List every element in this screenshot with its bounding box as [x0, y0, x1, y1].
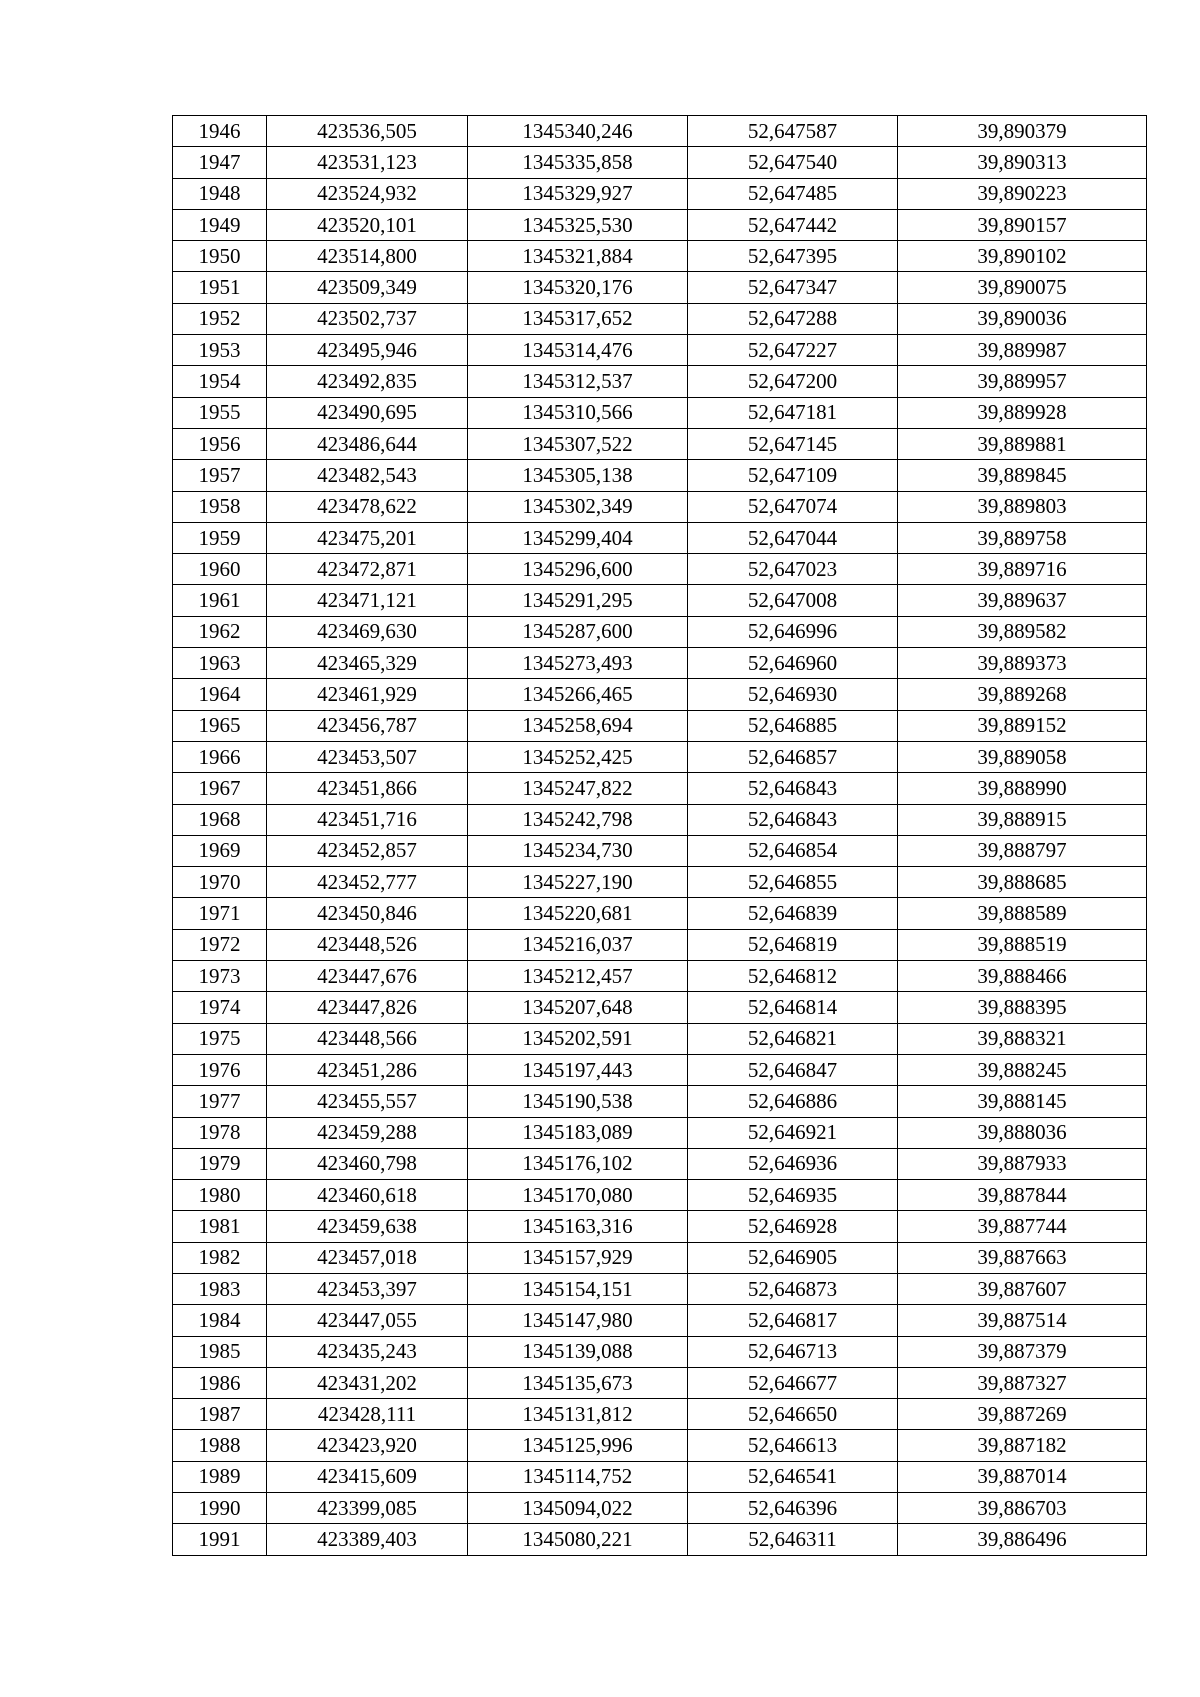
- latitude-cell: 52,646885: [688, 710, 898, 741]
- point-number-cell: 1971: [173, 898, 267, 929]
- longitude-cell: 39,887744: [898, 1211, 1147, 1242]
- latitude-cell: 52,647227: [688, 335, 898, 366]
- y-coordinate-cell: 1345312,537: [468, 366, 688, 397]
- x-coordinate-cell: 423490,695: [267, 397, 468, 428]
- latitude-cell: 52,646873: [688, 1273, 898, 1304]
- x-coordinate-cell: 423399,085: [267, 1493, 468, 1524]
- point-number-cell: 1985: [173, 1336, 267, 1367]
- y-coordinate-cell: 1345321,884: [468, 241, 688, 272]
- latitude-cell: 52,646613: [688, 1430, 898, 1461]
- y-coordinate-cell: 1345314,476: [468, 335, 688, 366]
- point-number-cell: 1968: [173, 804, 267, 835]
- x-coordinate-cell: 423452,777: [267, 867, 468, 898]
- latitude-cell: 52,647540: [688, 147, 898, 178]
- longitude-cell: 39,887014: [898, 1461, 1147, 1492]
- table-row: [173, 522, 1147, 553]
- longitude-cell: 39,887844: [898, 1180, 1147, 1211]
- x-coordinate-cell: 423431,202: [267, 1367, 468, 1398]
- table-row: [173, 773, 1147, 804]
- x-coordinate-cell: 423478,622: [267, 491, 468, 522]
- latitude-cell: 52,646857: [688, 741, 898, 772]
- table-row: [173, 272, 1147, 303]
- point-number-cell: 1991: [173, 1524, 267, 1555]
- y-coordinate-cell: 1345170,080: [468, 1180, 688, 1211]
- point-number-cell: 1972: [173, 929, 267, 960]
- x-coordinate-cell: 423448,566: [267, 1023, 468, 1054]
- latitude-cell: 52,647442: [688, 209, 898, 240]
- y-coordinate-cell: 1345266,465: [468, 679, 688, 710]
- longitude-cell: 39,887933: [898, 1148, 1147, 1179]
- x-coordinate-cell: 423460,798: [267, 1148, 468, 1179]
- latitude-cell: 52,646928: [688, 1211, 898, 1242]
- x-coordinate-cell: 423531,123: [267, 147, 468, 178]
- longitude-cell: 39,889881: [898, 428, 1147, 459]
- y-coordinate-cell: 1345340,246: [468, 116, 688, 147]
- x-coordinate-cell: 423452,857: [267, 835, 468, 866]
- x-coordinate-cell: 423469,630: [267, 616, 468, 647]
- y-coordinate-cell: 1345291,295: [468, 585, 688, 616]
- longitude-cell: 39,887182: [898, 1430, 1147, 1461]
- table-row: [173, 961, 1147, 992]
- x-coordinate-cell: 423465,329: [267, 648, 468, 679]
- x-coordinate-cell: 423461,929: [267, 679, 468, 710]
- point-number-cell: 1958: [173, 491, 267, 522]
- latitude-cell: 52,646936: [688, 1148, 898, 1179]
- latitude-cell: 52,646817: [688, 1305, 898, 1336]
- longitude-cell: 39,887269: [898, 1399, 1147, 1430]
- longitude-cell: 39,886496: [898, 1524, 1147, 1555]
- table-row: [173, 460, 1147, 491]
- latitude-cell: 52,646847: [688, 1054, 898, 1085]
- longitude-cell: 39,887327: [898, 1367, 1147, 1398]
- table-row: [173, 1273, 1147, 1304]
- y-coordinate-cell: 1345296,600: [468, 554, 688, 585]
- y-coordinate-cell: 1345094,022: [468, 1493, 688, 1524]
- longitude-cell: 39,890379: [898, 116, 1147, 147]
- table-row: [173, 428, 1147, 459]
- y-coordinate-cell: 1345234,730: [468, 835, 688, 866]
- point-number-cell: 1950: [173, 241, 267, 272]
- y-coordinate-cell: 1345163,316: [468, 1211, 688, 1242]
- point-number-cell: 1969: [173, 835, 267, 866]
- latitude-cell: 52,647023: [688, 554, 898, 585]
- x-coordinate-cell: 423472,871: [267, 554, 468, 585]
- point-number-cell: 1984: [173, 1305, 267, 1336]
- longitude-cell: 39,888797: [898, 835, 1147, 866]
- x-coordinate-cell: 423389,403: [267, 1524, 468, 1555]
- longitude-cell: 39,889716: [898, 554, 1147, 585]
- table-row: [173, 1524, 1147, 1555]
- latitude-cell: 52,646843: [688, 804, 898, 835]
- table-row: [173, 929, 1147, 960]
- table-row: [173, 1180, 1147, 1211]
- latitude-cell: 52,646821: [688, 1023, 898, 1054]
- table-row: [173, 554, 1147, 585]
- x-coordinate-cell: 423447,055: [267, 1305, 468, 1336]
- longitude-cell: 39,888990: [898, 773, 1147, 804]
- x-coordinate-cell: 423450,846: [267, 898, 468, 929]
- point-number-cell: 1966: [173, 741, 267, 772]
- x-coordinate-cell: 423451,716: [267, 804, 468, 835]
- table-row: [173, 835, 1147, 866]
- table-row: [173, 1148, 1147, 1179]
- y-coordinate-cell: 1345317,652: [468, 303, 688, 334]
- point-number-cell: 1975: [173, 1023, 267, 1054]
- point-number-cell: 1977: [173, 1086, 267, 1117]
- x-coordinate-cell: 423482,543: [267, 460, 468, 491]
- longitude-cell: 39,888466: [898, 961, 1147, 992]
- point-number-cell: 1960: [173, 554, 267, 585]
- x-coordinate-cell: 423447,826: [267, 992, 468, 1023]
- y-coordinate-cell: 1345139,088: [468, 1336, 688, 1367]
- latitude-cell: 52,646855: [688, 867, 898, 898]
- latitude-cell: 52,646814: [688, 992, 898, 1023]
- y-coordinate-cell: 1345183,089: [468, 1117, 688, 1148]
- longitude-cell: 39,889582: [898, 616, 1147, 647]
- table-row: [173, 992, 1147, 1023]
- y-coordinate-cell: 1345114,752: [468, 1461, 688, 1492]
- table-row: [173, 335, 1147, 366]
- table-row: [173, 241, 1147, 272]
- x-coordinate-cell: 423486,644: [267, 428, 468, 459]
- y-coordinate-cell: 1345212,457: [468, 961, 688, 992]
- longitude-cell: 39,888589: [898, 898, 1147, 929]
- y-coordinate-cell: 1345335,858: [468, 147, 688, 178]
- y-coordinate-cell: 1345273,493: [468, 648, 688, 679]
- y-coordinate-cell: 1345305,138: [468, 460, 688, 491]
- x-coordinate-cell: 423415,609: [267, 1461, 468, 1492]
- x-coordinate-cell: 423453,507: [267, 741, 468, 772]
- y-coordinate-cell: 1345154,151: [468, 1273, 688, 1304]
- latitude-cell: 52,646843: [688, 773, 898, 804]
- y-coordinate-cell: 1345320,176: [468, 272, 688, 303]
- latitude-cell: 52,646854: [688, 835, 898, 866]
- point-number-cell: 1974: [173, 992, 267, 1023]
- table-row: [173, 585, 1147, 616]
- point-number-cell: 1951: [173, 272, 267, 303]
- y-coordinate-cell: 1345325,530: [468, 209, 688, 240]
- longitude-cell: 39,887607: [898, 1273, 1147, 1304]
- longitude-cell: 39,889637: [898, 585, 1147, 616]
- longitude-cell: 39,889845: [898, 460, 1147, 491]
- point-number-cell: 1953: [173, 335, 267, 366]
- x-coordinate-cell: 423455,557: [267, 1086, 468, 1117]
- longitude-cell: 39,888321: [898, 1023, 1147, 1054]
- latitude-cell: 52,646311: [688, 1524, 898, 1555]
- latitude-cell: 52,646930: [688, 679, 898, 710]
- x-coordinate-cell: 423502,737: [267, 303, 468, 334]
- x-coordinate-cell: 423475,201: [267, 522, 468, 553]
- point-number-cell: 1954: [173, 366, 267, 397]
- longitude-cell: 39,889957: [898, 366, 1147, 397]
- table-row: [173, 1336, 1147, 1367]
- point-number-cell: 1965: [173, 710, 267, 741]
- table-row: [173, 1430, 1147, 1461]
- table-row: [173, 679, 1147, 710]
- point-number-cell: 1956: [173, 428, 267, 459]
- table-row: [173, 1086, 1147, 1117]
- y-coordinate-cell: 1345176,102: [468, 1148, 688, 1179]
- point-number-cell: 1957: [173, 460, 267, 491]
- table-row: [173, 710, 1147, 741]
- latitude-cell: 52,646650: [688, 1399, 898, 1430]
- table-row: [173, 491, 1147, 522]
- table-row: [173, 366, 1147, 397]
- point-number-cell: 1948: [173, 178, 267, 209]
- longitude-cell: 39,889058: [898, 741, 1147, 772]
- y-coordinate-cell: 1345247,822: [468, 773, 688, 804]
- table-row: [173, 1493, 1147, 1524]
- latitude-cell: 52,646396: [688, 1493, 898, 1524]
- x-coordinate-cell: 423451,866: [267, 773, 468, 804]
- y-coordinate-cell: 1345310,566: [468, 397, 688, 428]
- y-coordinate-cell: 1345197,443: [468, 1054, 688, 1085]
- longitude-cell: 39,890075: [898, 272, 1147, 303]
- latitude-cell: 52,646819: [688, 929, 898, 960]
- x-coordinate-cell: 423471,121: [267, 585, 468, 616]
- y-coordinate-cell: 1345202,591: [468, 1023, 688, 1054]
- table-row: [173, 804, 1147, 835]
- point-number-cell: 1981: [173, 1211, 267, 1242]
- point-number-cell: 1952: [173, 303, 267, 334]
- y-coordinate-cell: 1345190,538: [468, 1086, 688, 1117]
- table-row: [173, 616, 1147, 647]
- latitude-cell: 52,646541: [688, 1461, 898, 1492]
- point-number-cell: 1962: [173, 616, 267, 647]
- point-number-cell: 1980: [173, 1180, 267, 1211]
- table-row: [173, 116, 1147, 147]
- x-coordinate-cell: 423448,526: [267, 929, 468, 960]
- point-number-cell: 1983: [173, 1273, 267, 1304]
- x-coordinate-cell: 423459,638: [267, 1211, 468, 1242]
- point-number-cell: 1961: [173, 585, 267, 616]
- latitude-cell: 52,646677: [688, 1367, 898, 1398]
- point-number-cell: 1990: [173, 1493, 267, 1524]
- point-number-cell: 1955: [173, 397, 267, 428]
- coordinates-table: [172, 115, 1147, 1556]
- longitude-cell: 39,888685: [898, 867, 1147, 898]
- x-coordinate-cell: 423456,787: [267, 710, 468, 741]
- table-row: [173, 898, 1147, 929]
- table-row: [173, 1242, 1147, 1273]
- table-row: [173, 397, 1147, 428]
- y-coordinate-cell: 1345125,996: [468, 1430, 688, 1461]
- latitude-cell: 52,647395: [688, 241, 898, 272]
- latitude-cell: 52,646905: [688, 1242, 898, 1273]
- table-row: [173, 147, 1147, 178]
- coordinates-table-body: [173, 116, 1147, 1556]
- y-coordinate-cell: 1345220,681: [468, 898, 688, 929]
- latitude-cell: 52,646839: [688, 898, 898, 929]
- table-row: [173, 1461, 1147, 1492]
- x-coordinate-cell: 423459,288: [267, 1117, 468, 1148]
- latitude-cell: 52,647181: [688, 397, 898, 428]
- y-coordinate-cell: 1345207,648: [468, 992, 688, 1023]
- longitude-cell: 39,889268: [898, 679, 1147, 710]
- y-coordinate-cell: 1345302,349: [468, 491, 688, 522]
- longitude-cell: 39,890223: [898, 178, 1147, 209]
- longitude-cell: 39,889928: [898, 397, 1147, 428]
- point-number-cell: 1964: [173, 679, 267, 710]
- x-coordinate-cell: 423423,920: [267, 1430, 468, 1461]
- longitude-cell: 39,886703: [898, 1493, 1147, 1524]
- longitude-cell: 39,889987: [898, 335, 1147, 366]
- x-coordinate-cell: 423428,111: [267, 1399, 468, 1430]
- point-number-cell: 1986: [173, 1367, 267, 1398]
- y-coordinate-cell: 1345131,812: [468, 1399, 688, 1430]
- x-coordinate-cell: 423453,397: [267, 1273, 468, 1304]
- y-coordinate-cell: 1345080,221: [468, 1524, 688, 1555]
- x-coordinate-cell: 423451,286: [267, 1054, 468, 1085]
- table-row: [173, 741, 1147, 772]
- longitude-cell: 39,888036: [898, 1117, 1147, 1148]
- x-coordinate-cell: 423509,349: [267, 272, 468, 303]
- latitude-cell: 52,646960: [688, 648, 898, 679]
- y-coordinate-cell: 1345227,190: [468, 867, 688, 898]
- point-number-cell: 1976: [173, 1054, 267, 1085]
- point-number-cell: 1963: [173, 648, 267, 679]
- latitude-cell: 52,647145: [688, 428, 898, 459]
- latitude-cell: 52,647587: [688, 116, 898, 147]
- table-row: [173, 1054, 1147, 1085]
- latitude-cell: 52,647044: [688, 522, 898, 553]
- point-number-cell: 1959: [173, 522, 267, 553]
- y-coordinate-cell: 1345157,929: [468, 1242, 688, 1273]
- x-coordinate-cell: 423495,946: [267, 335, 468, 366]
- point-number-cell: 1982: [173, 1242, 267, 1273]
- y-coordinate-cell: 1345287,600: [468, 616, 688, 647]
- y-coordinate-cell: 1345252,425: [468, 741, 688, 772]
- point-number-cell: 1978: [173, 1117, 267, 1148]
- point-number-cell: 1973: [173, 961, 267, 992]
- point-number-cell: 1989: [173, 1461, 267, 1492]
- longitude-cell: 39,890102: [898, 241, 1147, 272]
- y-coordinate-cell: 1345147,980: [468, 1305, 688, 1336]
- latitude-cell: 52,647109: [688, 460, 898, 491]
- y-coordinate-cell: 1345307,522: [468, 428, 688, 459]
- x-coordinate-cell: 423457,018: [267, 1242, 468, 1273]
- y-coordinate-cell: 1345299,404: [468, 522, 688, 553]
- latitude-cell: 52,647485: [688, 178, 898, 209]
- longitude-cell: 39,888245: [898, 1054, 1147, 1085]
- longitude-cell: 39,887379: [898, 1336, 1147, 1367]
- point-number-cell: 1979: [173, 1148, 267, 1179]
- latitude-cell: 52,646812: [688, 961, 898, 992]
- latitude-cell: 52,647347: [688, 272, 898, 303]
- point-number-cell: 1947: [173, 147, 267, 178]
- table-row: [173, 1023, 1147, 1054]
- latitude-cell: 52,647288: [688, 303, 898, 334]
- x-coordinate-cell: 423460,618: [267, 1180, 468, 1211]
- y-coordinate-cell: 1345329,927: [468, 178, 688, 209]
- table-row: [173, 1117, 1147, 1148]
- point-number-cell: 1946: [173, 116, 267, 147]
- y-coordinate-cell: 1345216,037: [468, 929, 688, 960]
- latitude-cell: 52,647008: [688, 585, 898, 616]
- longitude-cell: 39,890157: [898, 209, 1147, 240]
- longitude-cell: 39,889758: [898, 522, 1147, 553]
- x-coordinate-cell: 423514,800: [267, 241, 468, 272]
- point-number-cell: 1967: [173, 773, 267, 804]
- longitude-cell: 39,888519: [898, 929, 1147, 960]
- table-row: [173, 303, 1147, 334]
- longitude-cell: 39,890313: [898, 147, 1147, 178]
- table-row: [173, 1399, 1147, 1430]
- latitude-cell: 52,646886: [688, 1086, 898, 1117]
- point-number-cell: 1988: [173, 1430, 267, 1461]
- table-row: [173, 1367, 1147, 1398]
- x-coordinate-cell: 423435,243: [267, 1336, 468, 1367]
- longitude-cell: 39,887663: [898, 1242, 1147, 1273]
- longitude-cell: 39,890036: [898, 303, 1147, 334]
- latitude-cell: 52,646935: [688, 1180, 898, 1211]
- point-number-cell: 1970: [173, 867, 267, 898]
- longitude-cell: 39,887514: [898, 1305, 1147, 1336]
- x-coordinate-cell: 423447,676: [267, 961, 468, 992]
- longitude-cell: 39,888915: [898, 804, 1147, 835]
- longitude-cell: 39,889803: [898, 491, 1147, 522]
- y-coordinate-cell: 1345258,694: [468, 710, 688, 741]
- table-row: [173, 1211, 1147, 1242]
- x-coordinate-cell: 423536,505: [267, 116, 468, 147]
- x-coordinate-cell: 423520,101: [267, 209, 468, 240]
- x-coordinate-cell: 423492,835: [267, 366, 468, 397]
- latitude-cell: 52,647200: [688, 366, 898, 397]
- longitude-cell: 39,889152: [898, 710, 1147, 741]
- table-row: [173, 867, 1147, 898]
- latitude-cell: 52,646996: [688, 616, 898, 647]
- y-coordinate-cell: 1345242,798: [468, 804, 688, 835]
- table-row: [173, 1305, 1147, 1336]
- table-row: [173, 648, 1147, 679]
- point-number-cell: 1987: [173, 1399, 267, 1430]
- table-row: [173, 178, 1147, 209]
- longitude-cell: 39,889373: [898, 648, 1147, 679]
- longitude-cell: 39,888395: [898, 992, 1147, 1023]
- longitude-cell: 39,888145: [898, 1086, 1147, 1117]
- x-coordinate-cell: 423524,932: [267, 178, 468, 209]
- latitude-cell: 52,646921: [688, 1117, 898, 1148]
- table-row: [173, 209, 1147, 240]
- y-coordinate-cell: 1345135,673: [468, 1367, 688, 1398]
- point-number-cell: 1949: [173, 209, 267, 240]
- latitude-cell: 52,646713: [688, 1336, 898, 1367]
- latitude-cell: 52,647074: [688, 491, 898, 522]
